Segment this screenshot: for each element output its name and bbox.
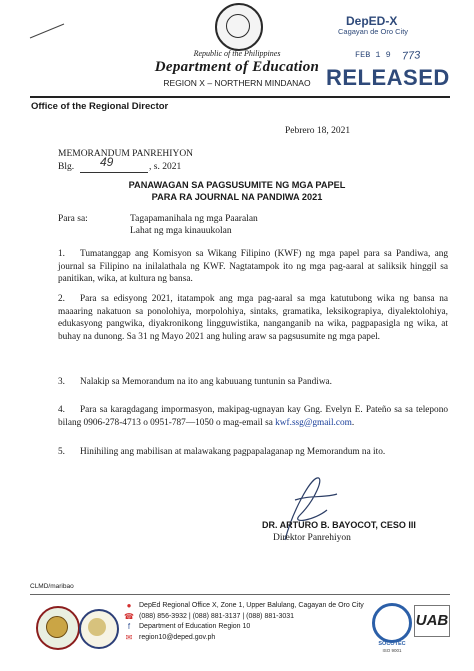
contact-email-link[interactable]: kwf.ssg@gmail.com	[275, 417, 352, 428]
footer-email[interactable]: region10@deped.gov.ph	[139, 633, 216, 641]
socotec-label: SOCOTEC	[378, 641, 406, 647]
stamp-city: Cagayan de Oro City	[338, 27, 409, 36]
republic-label: Republic of the Philippines	[193, 49, 281, 58]
header-rule	[30, 96, 450, 98]
location-pin-icon: ●	[126, 601, 132, 611]
paragraph-number: 3.	[58, 377, 65, 387]
deped-region-logo	[36, 606, 80, 650]
para-sa-recipient: Tagapamanihala ng mga Paaralan	[130, 214, 258, 224]
signatory-name: DR. ARTURO B. BAYOCOT, CESO III	[262, 520, 416, 530]
blg-number: 49	[100, 155, 114, 169]
facebook-icon: f	[127, 622, 131, 632]
paragraph-text: Hinihiling ang mabilisan at malawakang pagpapalaganap ng Memorandum na ito.	[80, 447, 386, 457]
memo-paragraph	[58, 248, 448, 286]
department-title: Department of Education	[154, 59, 320, 75]
deped-seal-small-logo	[79, 609, 119, 649]
uab-logo: UAB	[414, 605, 450, 637]
paragraph-text: Tumatanggap ang Komisyon sa Wikang Filipino (KWF) ng mga papel para sa Pandiwa, ang journal sa Filipino na inilalathala ng KWF. Nagtatampok ito ng mga pag-aaral at saliksik hinggil sa panitikan, wika, at kultura ng bansa.	[58, 249, 448, 285]
paragraph-text: Para sa karagdagang impormasyon, makipag-ugnayan kay Gng. Evelyn E. Pateño sa sa telepono bilang 0906-278-4713 o 0951-787—1050 o mag-email sa	[58, 405, 448, 428]
memo-label: MEMORANDUM PANREHIYON	[58, 149, 194, 159]
paragraph-number: 2.	[58, 294, 65, 304]
paragraph-end: .	[351, 417, 355, 428]
pen-mark-icon	[28, 20, 68, 40]
office-label: Office of the Regional Director	[31, 101, 169, 112]
paragraph-number: 1.	[58, 249, 65, 259]
memo-title-line1: PANAWAGAN SA PAGSUSUMITE NG MGA PAPEL	[128, 180, 346, 190]
memo-paragraph	[58, 446, 448, 459]
region-label: REGION X – NORTHERN MINDANAO	[163, 78, 311, 88]
memo-paragraph	[58, 376, 448, 389]
memo-paragraph	[58, 293, 448, 343]
stamp-released: RELEASED	[326, 65, 450, 90]
iso-label: ISO 9001	[382, 648, 402, 653]
blg-year: , s. 2021	[149, 162, 182, 172]
paragraph-number: 4.	[58, 405, 65, 415]
paragraph-text: Para sa edisyong 2021, itatampok ang mga pag-aaral sa mga katutubong wika ng bansa na maaaring nakatuon sa ponolohiya, morpolohiya, sintaks, gramatika, leksikograpiya, diyalektolohiya, edukasyong pangwika, diyakronikong lingguwistika, nanganganib na wika, pagpapasigla ng wika, at buhay na dunong. Sa 31 ng Mayo 2021 ang huling araw sa pagsusumite ng mga papel.	[58, 294, 448, 342]
blg-underline	[80, 172, 148, 173]
signatory-title: Direktor Panrehiyon	[273, 533, 351, 543]
footer-address: DepEd Regional Office X, Zone 1, Upper Balulang, Cagayan de Oro City	[139, 602, 364, 609]
stamp-date: FEB 1 9	[355, 50, 391, 60]
memo-title-line2: PARA RA JOURNAL NA PANDIWA 2021	[151, 192, 323, 202]
memo-date: Pebrero 18, 2021	[285, 126, 351, 136]
footer-rule	[30, 594, 450, 595]
memo-paragraph	[58, 404, 448, 429]
phone-icon: ☎	[124, 611, 134, 621]
para-sa-recipient: Lahat ng mga kinauukolan	[130, 226, 232, 236]
footer-facebook[interactable]: Department of Education Region 10	[139, 623, 251, 630]
stamp-org: DepED-X	[346, 14, 398, 28]
para-sa-label: Para sa:	[58, 214, 88, 224]
socotec-cert-logo	[372, 603, 412, 643]
footer-phone: (088) 856-3932 | (088) 881-3137 | (088) 881-3031	[139, 612, 295, 620]
footer-contacts	[124, 601, 364, 643]
blg-label: Blg.	[58, 162, 75, 172]
stamp-handwritten-number: 773	[401, 49, 421, 63]
paragraph-text: Nalakip sa Memorandum na ito ang kabuuang tuntunin sa Pandiwa.	[80, 377, 332, 387]
deped-seal-logo	[215, 3, 263, 51]
reference-code: CLMD/maribao	[30, 583, 74, 590]
paragraph-number: 5.	[58, 447, 65, 457]
email-icon: ✉	[125, 632, 133, 642]
